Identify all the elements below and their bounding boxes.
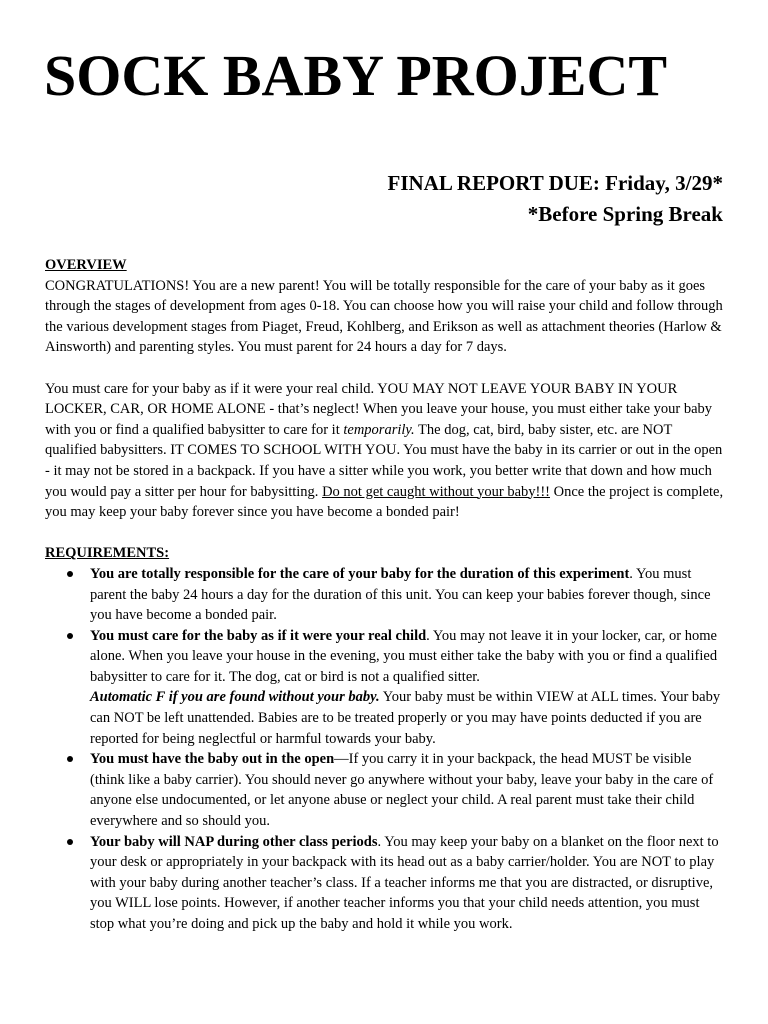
- document-body: [45, 255, 725, 935]
- requirement-title: You must care for the baby as if it were your real child: [90, 627, 427, 644]
- paragraph-text: The dog, cat, bird, baby sister, etc. are NOT qualified babysitters. IT COMES TO SCHOOL WITH YOU. You must have the baby in its carrier or out in the open - it may not be stored in a backpack. If you have a sitter while you work, you better write that down and how much you would pay a sitter per hour for babysitting.: [45, 421, 723, 500]
- list-item: [45, 564, 725, 626]
- bullet-icon: [67, 756, 73, 762]
- requirement-text: . You may not leave it in your locker, car, or home alone. When you leave your house in the evening, you must either take the baby with you or find a qualified babysitter to care for it. The dog, cat or bird is not a qualified sitter.: [90, 627, 718, 685]
- due-date-note: *Before Spring Break: [527, 202, 723, 226]
- emphasis-text: temporarily.: [343, 421, 415, 438]
- bullet-icon: [67, 839, 73, 845]
- overview-paragraph-2: [45, 379, 725, 523]
- paragraph-text: You must care for your baby as if it were your real child. YOU MAY NOT LEAVE YOUR BABY IN YOUR LOCKER, CAR, OR HOME ALONE - that’s neglect! When you leave your house, you must either take your baby with you or find a qualified babysitter to care for it: [45, 380, 713, 438]
- requirement-text: Your baby must be within VIEW at ALL times. Your baby can NOT be left unattended. Babies are to be treated properly or you may have points deducted if you are reported for being neglectful or harmful towards your baby.: [90, 689, 721, 747]
- requirement-text: . You must parent the baby 24 hours a day for the duration of this unit. You can keep your babies forever though, since you have become a bonded pair.: [90, 565, 711, 624]
- requirements-heading: REQUIREMENTS:: [45, 545, 170, 562]
- requirement-warning: Automatic F if you are found without your baby.: [90, 689, 380, 706]
- requirement-title: Your baby will NAP during other class periods: [90, 833, 378, 850]
- requirement-title: You must have the baby out in the open: [90, 751, 335, 768]
- due-date-block: [223, 168, 723, 230]
- requirement-text: . You may keep your baby on a blanket on the floor next to your desk or appropriately in your backpack with its head out as a baby carrier/holder. You are NOT to play with your baby during another teacher’s class. If a teacher informs me that you are distracted, or disruptive, you WILL lose points. However, if another teacher informs you that your child needs attention, you must stop what you’re doing and pick up the baby and hold it while you work.: [90, 833, 719, 932]
- due-date-line: FINAL REPORT DUE: Friday, 3/29*: [387, 171, 723, 195]
- paragraph-spacer: [45, 358, 725, 379]
- requirement-title: You are totally responsible for the care of your baby for the duration of this experiment: [90, 565, 630, 582]
- list-item: [45, 832, 725, 935]
- overview-paragraph-1: CONGRATULATIONS! You are a new parent! You will be totally responsible for the care of your baby as it goes through the stages of development from ages 0-18. You can choose how you will raise your child and follow through the various development stages from Piaget, Freud, Kohlberg, and Erikson as well as attachment theories (Harlow & Ainsworth) and parenting styles. You must parent for 24 hours a day for 7 days.: [45, 277, 723, 356]
- bullet-icon: [67, 633, 73, 639]
- paragraph-spacer: [45, 523, 725, 544]
- paragraph-text: Once the project is complete, you may keep your baby forever since you have become a bonded pair!: [45, 483, 724, 521]
- requirements-list: [45, 564, 725, 935]
- requirement-text: —If you carry it in your backpack, the head MUST be visible (think like a baby carrier). You should never go anywhere without your baby, leave your baby in the care of anyone else undocumented, or let anyone abuse or neglect your child. A real parent must take their child everywhere and so should you.: [90, 751, 714, 830]
- bullet-icon: [67, 571, 73, 577]
- list-item: [45, 626, 725, 750]
- list-item: [45, 749, 725, 831]
- warning-text: Do not get caught without your baby!!!: [322, 483, 550, 500]
- overview-heading: OVERVIEW: [45, 257, 127, 273]
- page-title: SOCK BABY PROJECT: [44, 43, 668, 108]
